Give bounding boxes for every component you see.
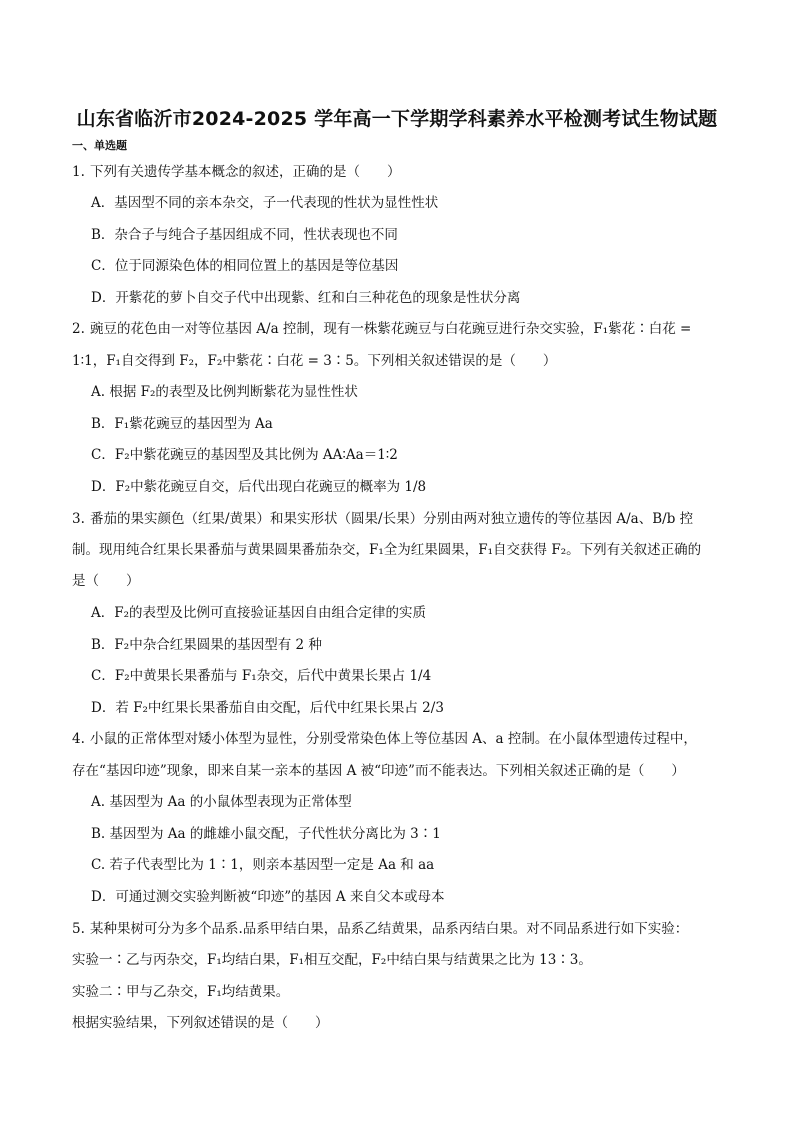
document-title: 山东省临沂市2024-2025 学年高一下学期学科素养水平检测考试生物试题	[76, 108, 718, 130]
question-2-stem	[72, 320, 691, 338]
question-5-experiment-2: 实验二∶甲与乙杂交，F₁均结黄果。	[72, 984, 290, 1000]
question-1-stem	[72, 163, 401, 181]
question-5-stem	[72, 920, 688, 938]
question-3-option-a: A．F₂的表型及比例可直接验证基因自由组合定律的实质	[91, 605, 427, 621]
question-3-stem-line-3: 是（ ）	[72, 573, 140, 589]
question-number: 1.	[72, 164, 85, 180]
question-number: 2.	[72, 321, 85, 337]
question-4-stem-line-2: 存在“基因印迹”现象，即来自某一亲本的基因 A 被“印迹”而不能表达。下列相关叙述正确的是（ ）	[72, 763, 685, 779]
question-1-option-b: B．杂合子与纯合子基因组成不同，性状表现也不同	[91, 227, 398, 243]
question-2-option-c: C．F₂中紫花豌豆的基因型及其比例为 AA∶Aa＝1∶2	[91, 447, 398, 463]
question-2-option-a: A. 根据 F₂的表型及比例判断紫花为显性性状	[91, 384, 358, 400]
question-4-option-c: C. 若子代表型比为 1∶1，则亲本基因型一定是 Aa 和 aa	[91, 857, 435, 873]
question-1-option-a: A．基因型不同的亲本杂交，子一代表现的性状为显性性状	[91, 195, 439, 211]
question-1-option-d: D．开紫花的萝卜自交子代中出现紫、红和白三种花色的现象是性状分离	[91, 290, 521, 306]
question-text: 豌豆的花色由一对等位基因 A/a 控制，现有一株紫花豌豆与白花豌豆进行杂交实验，F₁紫花∶白花 =	[90, 321, 692, 337]
question-2-option-d: D．F₂中紫花豌豆自交，后代出现白花豌豆的概率为 1/8	[91, 479, 427, 495]
question-4-option-d: D．可通过测交实验判断被“印迹”的基因 A 来自父本或母本	[91, 889, 445, 905]
question-number: 4.	[72, 731, 85, 747]
section-heading: 一、单选题	[72, 139, 127, 152]
question-text: 下列有关遗传学基本概念的叙述，正确的是（ ）	[90, 164, 401, 180]
question-3-option-b: B．F₂中杂合红果圆果的基因型有 2 种	[91, 637, 322, 653]
question-3-stem	[72, 510, 693, 528]
question-3-option-d: D．若 F₂中红果长果番茄自由交配，后代中红果长果占 2/3	[91, 700, 444, 716]
question-1-option-c: C．位于同源染色体的相同位置上的基因是等位基因	[91, 258, 399, 274]
question-2-stem-line-2: 1∶1，F₁自交得到 F₂，F₂中紫花∶白花 = 3∶5。下列相关叙述错误的是（ ）	[72, 353, 557, 369]
question-4-stem	[72, 730, 697, 748]
question-4-option-a: A. 基因型为 Aa 的小鼠体型表现为正常体型	[91, 794, 352, 810]
question-3-option-c: C．F₂中黄果长果番茄与 F₁杂交，后代中黄果长果占 1/4	[91, 668, 432, 684]
question-3-stem-line-2: 制。现用纯合红果长果番茄与黄果圆果番茄杂交，F₁全为红果圆果，F₁自交获得 F₂。下列有关叙述正确的	[72, 542, 702, 558]
question-text: 某种果树可分为多个品系.品系甲结白果，品系乙结黄果，品系丙结白果。对不同品系进行如下实验：	[90, 921, 689, 937]
question-text: 番茄的果实颜色（红果/黄果）和果实形状（圆果/长果）分别由两对独立遗传的等位基因 A/a、B/b 控	[90, 511, 694, 527]
question-text: 小鼠的正常体型对矮小体型为显性，分别受常染色体上等位基因 A、a 控制。在小鼠体型遗传过程中，	[90, 731, 697, 747]
question-2-option-b: B．F₁紫花豌豆的基因型为 Aa	[91, 416, 273, 432]
question-number: 5.	[72, 921, 85, 937]
question-4-option-b: B. 基因型为 Aa 的雌雄小鼠交配，子代性状分离比为 3∶1	[91, 826, 441, 842]
question-5-experiment-1: 实验一∶乙与丙杂交，F₁均结白果，F₁相互交配，F₂中结白果与结黄果之比为 13∶3。	[72, 952, 592, 968]
question-number: 3.	[72, 511, 85, 527]
question-5-prompt: 根据实验结果，下列叙述错误的是（ ）	[72, 1015, 329, 1031]
